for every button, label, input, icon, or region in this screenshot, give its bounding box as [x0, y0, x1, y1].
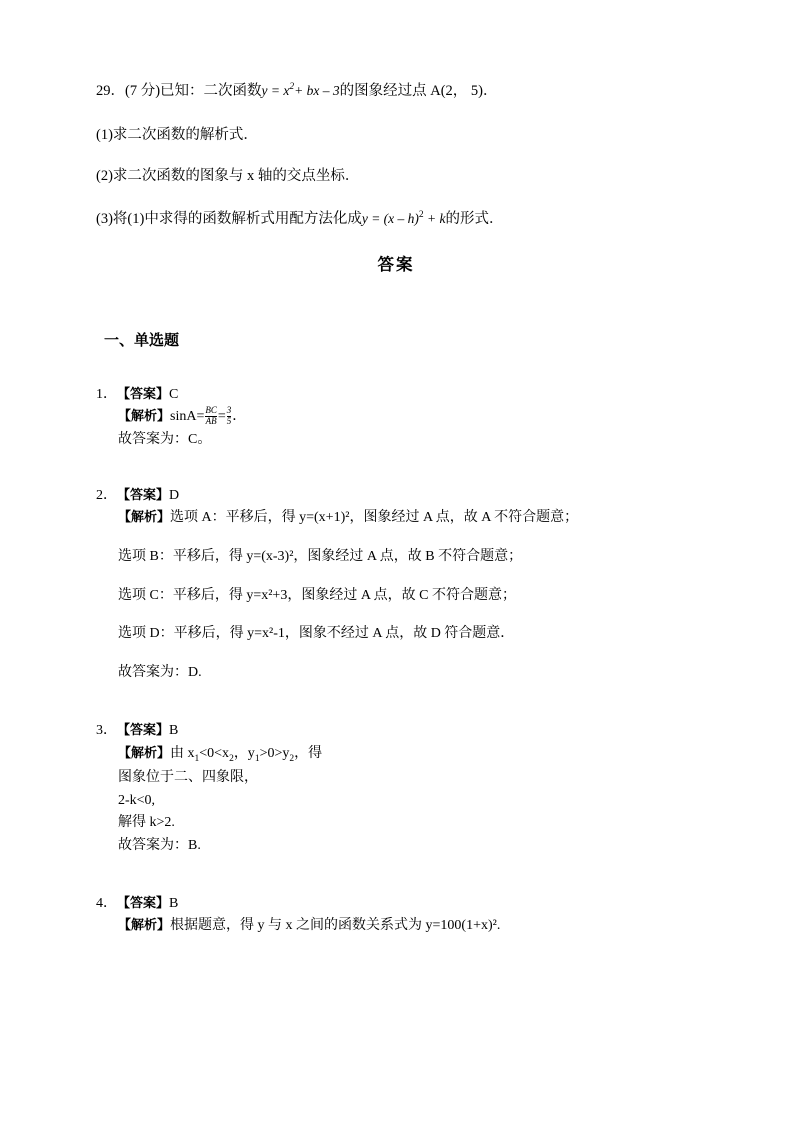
- answer-item-2: [96, 485, 696, 684]
- answer-item-3-answer-tag: 【答案】: [117, 721, 170, 737]
- answer-item-3-mid-2: ，y: [233, 745, 255, 761]
- answer-item-1: [96, 384, 696, 451]
- answer-item-3-analysis: [118, 743, 696, 767]
- answer-item-1-number: 1．: [96, 386, 117, 402]
- answer-item-4-analysis-text: 根据题意，得 y 与 x 之间的函数关系式为 y=100(1+x)².: [170, 918, 501, 934]
- question-line-2: (1)求二次函数的解析式．: [96, 126, 258, 143]
- answer-item-3-number: 3．: [96, 722, 117, 738]
- document-content: [96, 80, 696, 963]
- answer-item-1-fraction-2: [227, 406, 232, 426]
- answer-item-3-analysis-tag: 【解析】: [118, 744, 171, 760]
- fraction-1-numerator: BC: [205, 405, 217, 416]
- answer-item-1-analysis: [118, 406, 696, 428]
- answer-item-3: [96, 720, 696, 857]
- question-line-1: [96, 80, 696, 103]
- question-block: [96, 80, 696, 231]
- answer-item-4-analysis-tag: 【解析】: [118, 917, 171, 933]
- fraction-2-denominator: 5: [226, 415, 232, 426]
- answer-item-3-sub-2: 2: [229, 753, 234, 764]
- answer-item-2-conclusion: 故答案为：D.: [118, 665, 202, 681]
- answer-item-4-answer-tag: 【答案】: [117, 894, 170, 910]
- answer-item-4: [96, 893, 696, 937]
- answer-item-1-analysis-tag: 【解析】: [118, 408, 171, 424]
- answer-item-3-sub-4: 2: [289, 753, 295, 764]
- answer-item-3-sub-1: 1: [194, 753, 200, 764]
- section-heading: 一、单选题: [104, 331, 180, 349]
- answer-item-2-line-d: 选项 D：平移后，得 y=x²-1，图象不经过 A 点，故 D 符合题意．: [118, 626, 515, 642]
- answer-item-3-answer: B: [169, 722, 179, 738]
- question-line-1-tail: 的图象经过点 A(2， 5)．: [339, 82, 498, 99]
- question-line-1-text: 29．(7 分)已知：二次函数: [96, 82, 262, 99]
- answer-item-3-conclusion: 故答案为：B.: [118, 838, 201, 854]
- answer-item-4-head: [96, 893, 696, 915]
- answer-item-1-conclusion: 故答案为：C。: [118, 432, 212, 448]
- answer-item-3-line-1: 图象位于二、四象限，: [118, 770, 258, 786]
- question-line-4-math-rest: + k: [423, 210, 446, 226]
- answer-item-3-line-2: 2-k<0,: [118, 792, 156, 808]
- answer-item-3-mid-1: <0<x: [199, 745, 230, 761]
- answer-item-2-number: 2．: [96, 487, 117, 503]
- question-line-1-math-exponent: 2: [289, 82, 295, 92]
- fraction-2-numerator: 3: [226, 405, 232, 416]
- answer-item-1-answer: C: [169, 386, 179, 402]
- answer-item-4-analysis: [118, 915, 696, 937]
- answer-item-2-answer-tag: 【答案】: [117, 486, 170, 502]
- answer-item-3-sub-3: 1: [254, 753, 260, 764]
- answer-item-2-line-b: 选项 B：平移后，得 y=(x-3)²，图象经过 A 点，故 B 不符合题意；: [118, 549, 523, 565]
- question-line-4-math-exponent: 2: [418, 210, 424, 221]
- question-line-1-math-rest: + bx – 3: [294, 82, 340, 98]
- question-line-1-math: y = x: [261, 82, 290, 98]
- answer-item-3-tail: ，得: [294, 745, 323, 761]
- answer-item-2-head: [96, 485, 696, 507]
- answer-item-1-head: [96, 384, 696, 406]
- answer-item-3-mid-3: >0>y: [259, 745, 290, 761]
- answer-heading: 答案: [377, 255, 415, 274]
- question-line-4-tail: 的形式．: [445, 210, 504, 227]
- answer-item-1-analysis-text: sinA=: [170, 409, 205, 425]
- answer-item-2-analysis-tag: 【解析】: [118, 509, 171, 525]
- question-line-3: (2)求二次函数的图象与 x 轴的交点坐标．: [96, 168, 360, 185]
- fraction-1-denominator: AB: [205, 415, 217, 426]
- answer-item-1-analysis-tail: ．: [232, 409, 247, 425]
- answer-item-2-analysis: [118, 507, 696, 529]
- question-line-4: [96, 208, 696, 231]
- answer-item-1-fraction-1: [205, 406, 217, 426]
- answer-item-1-answer-tag: 【答案】: [117, 385, 170, 401]
- answer-item-3-line-3: 解得 k>2.: [118, 815, 175, 831]
- question-line-4-text: (3)将(1)中求得的函数解析式用配方法化成: [96, 210, 362, 227]
- question-line-4-math: y = (x – h): [361, 210, 419, 226]
- answer-item-2-answer: D: [169, 487, 180, 503]
- answer-item-4-number: 4．: [96, 895, 117, 911]
- answer-item-4-answer: B: [169, 895, 179, 911]
- answer-item-3-head: [96, 720, 696, 742]
- answer-item-2-line-c: 选项 C：平移后，得 y=x²+3，图象经过 A 点，故 C 不符合题意；: [118, 587, 517, 603]
- answer-item-1-equals: =: [217, 409, 226, 425]
- answer-item-2-analysis-text: 选项 A：平移后，得 y=(x+1)²，图象经过 A 点，故 A 不符合题意；: [170, 510, 579, 526]
- answer-item-3-analysis-pre: 由 x: [170, 745, 195, 761]
